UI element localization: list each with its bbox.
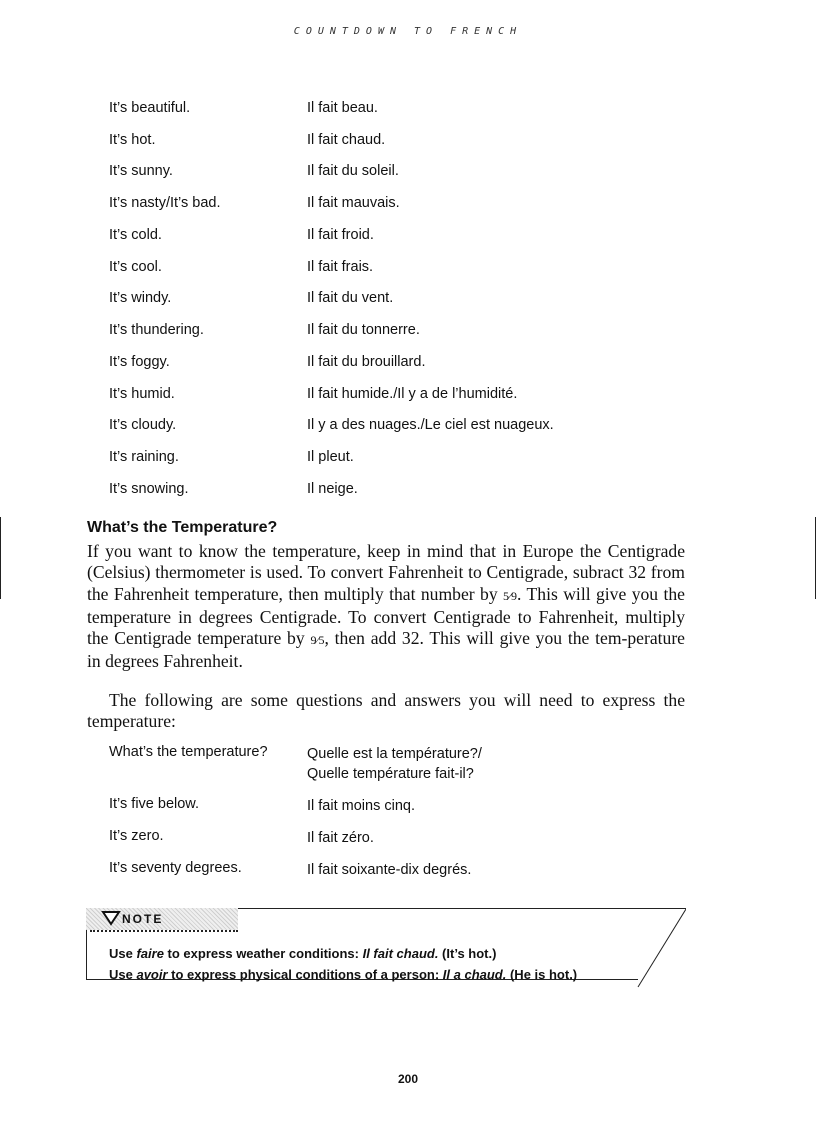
english-phrase: It’s cold.	[109, 227, 162, 243]
english-phrase: It’s cloudy.	[109, 417, 177, 433]
english-phrase: It’s foggy.	[109, 354, 170, 370]
body-paragraph-conversion	[87, 541, 685, 673]
english-phrase: It’s thundering.	[109, 322, 204, 338]
english-phrase: What’s the temperature?	[109, 744, 268, 760]
vocab-row	[109, 163, 709, 183]
english-phrase: It’s five below.	[109, 796, 200, 812]
page-number: 200	[397, 1072, 419, 1086]
french-phrase: Il fait du tonnerre.	[307, 322, 420, 338]
note-line	[109, 967, 577, 988]
note-text: (He is hot.)	[506, 967, 578, 982]
vocab-row	[109, 195, 709, 215]
english-phrase: It’s zero.	[109, 828, 164, 844]
note-body	[109, 946, 577, 988]
french-phrase: Il fait du brouillard.	[307, 354, 426, 370]
body-paragraph-intro: The following are some questions and answers you will need to express the temperature:	[87, 690, 685, 732]
vocab-row	[109, 417, 709, 437]
vocab-row	[109, 386, 709, 406]
fraction-five-ninths: 5⁄9	[503, 588, 518, 603]
note-text: to express weather conditions:	[163, 946, 363, 961]
french-phrase: Il fait mauvais.	[307, 195, 400, 211]
french-phrase: Il y a des nuages./Le ciel est nuageux.	[307, 417, 554, 433]
french-phrase-line: Quelle température fait-il?	[307, 766, 474, 782]
note-box	[86, 908, 686, 988]
french-phrase: Il fait soixante-dix degrés.	[307, 862, 472, 878]
vocab-row	[109, 227, 709, 247]
french-phrase: Il fait froid.	[307, 227, 374, 243]
note-text: (It’s hot.)	[438, 946, 497, 961]
french-phrase: Il fait chaud.	[307, 132, 386, 148]
french-phrase: Il fait frais.	[307, 259, 374, 275]
vocab-row	[109, 290, 709, 310]
running-head: COUNTDOWN TO FRENCH	[293, 26, 523, 37]
vocab-row	[109, 481, 709, 501]
vocab-row	[109, 132, 709, 152]
vocab-row	[109, 100, 709, 120]
note-emphasis: Il a chaud.	[442, 967, 507, 982]
note-emphasis: avoir	[136, 967, 168, 982]
english-phrase: It’s hot.	[109, 132, 156, 148]
fraction-nine-fifths: 9⁄5	[310, 633, 325, 648]
english-phrase: It’s nasty/It’s bad.	[109, 195, 221, 211]
english-phrase: It’s humid.	[109, 386, 175, 402]
english-phrase: It’s cool.	[109, 259, 162, 275]
english-phrase: It’s raining.	[109, 449, 179, 465]
french-phrase: Il fait du soleil.	[307, 163, 399, 179]
vocab-row	[109, 259, 709, 279]
english-phrase: It’s beautiful.	[109, 100, 191, 116]
french-phrase: Il fait humide./Il y a de l’humidité.	[307, 386, 518, 402]
note-text: Use	[109, 967, 137, 982]
vocab-row	[109, 449, 709, 469]
paragraph-text: . This will give you the temperature in degrees Centigrade. To convert Centigrade to Fahrenheit, multiply the Centigrade temperature by	[87, 583, 685, 649]
vocab-row	[109, 322, 709, 342]
vocab-row	[109, 354, 709, 374]
english-phrase: It’s windy.	[109, 290, 172, 306]
french-phrase	[307, 744, 482, 784]
triangle-icon	[101, 910, 121, 926]
note-emphasis: Il fait chaud.	[362, 946, 439, 961]
note-line	[109, 946, 577, 967]
french-phrase: Il fait beau.	[307, 100, 378, 116]
french-phrase: Il neige.	[307, 481, 358, 497]
note-label: NOTE	[122, 912, 164, 926]
note-text: to express physical conditions of a person:	[167, 967, 443, 982]
paragraph-text: If you want to know the temperature, keep in mind that in Europe the Centigrade (Celsius) thermometer is used. To convert Fahrenheit to Centigrade, subract 32 from the Fahrenheit temperature, then multiply that number by	[87, 541, 685, 604]
french-phrase-line: Quelle est la température?/	[307, 746, 482, 762]
english-phrase: It’s sunny.	[109, 163, 173, 179]
dotted-rule	[90, 930, 238, 932]
left-margin-bar	[0, 517, 1, 599]
section-heading: What’s the Temperature?	[87, 519, 278, 536]
note-text: Use	[109, 946, 137, 961]
french-phrase: Il pleut.	[307, 449, 354, 465]
french-phrase: Il fait moins cinq.	[307, 798, 415, 814]
note-emphasis: faire	[136, 946, 164, 961]
english-phrase: It’s snowing.	[109, 481, 189, 497]
english-phrase: It’s seventy degrees.	[109, 860, 242, 876]
french-phrase: Il fait du vent.	[307, 290, 394, 306]
french-phrase: Il fait zéro.	[307, 830, 374, 846]
paragraph-text: , then add 32. This will give you the tem-perature in degrees Fahrenheit.	[87, 628, 685, 672]
